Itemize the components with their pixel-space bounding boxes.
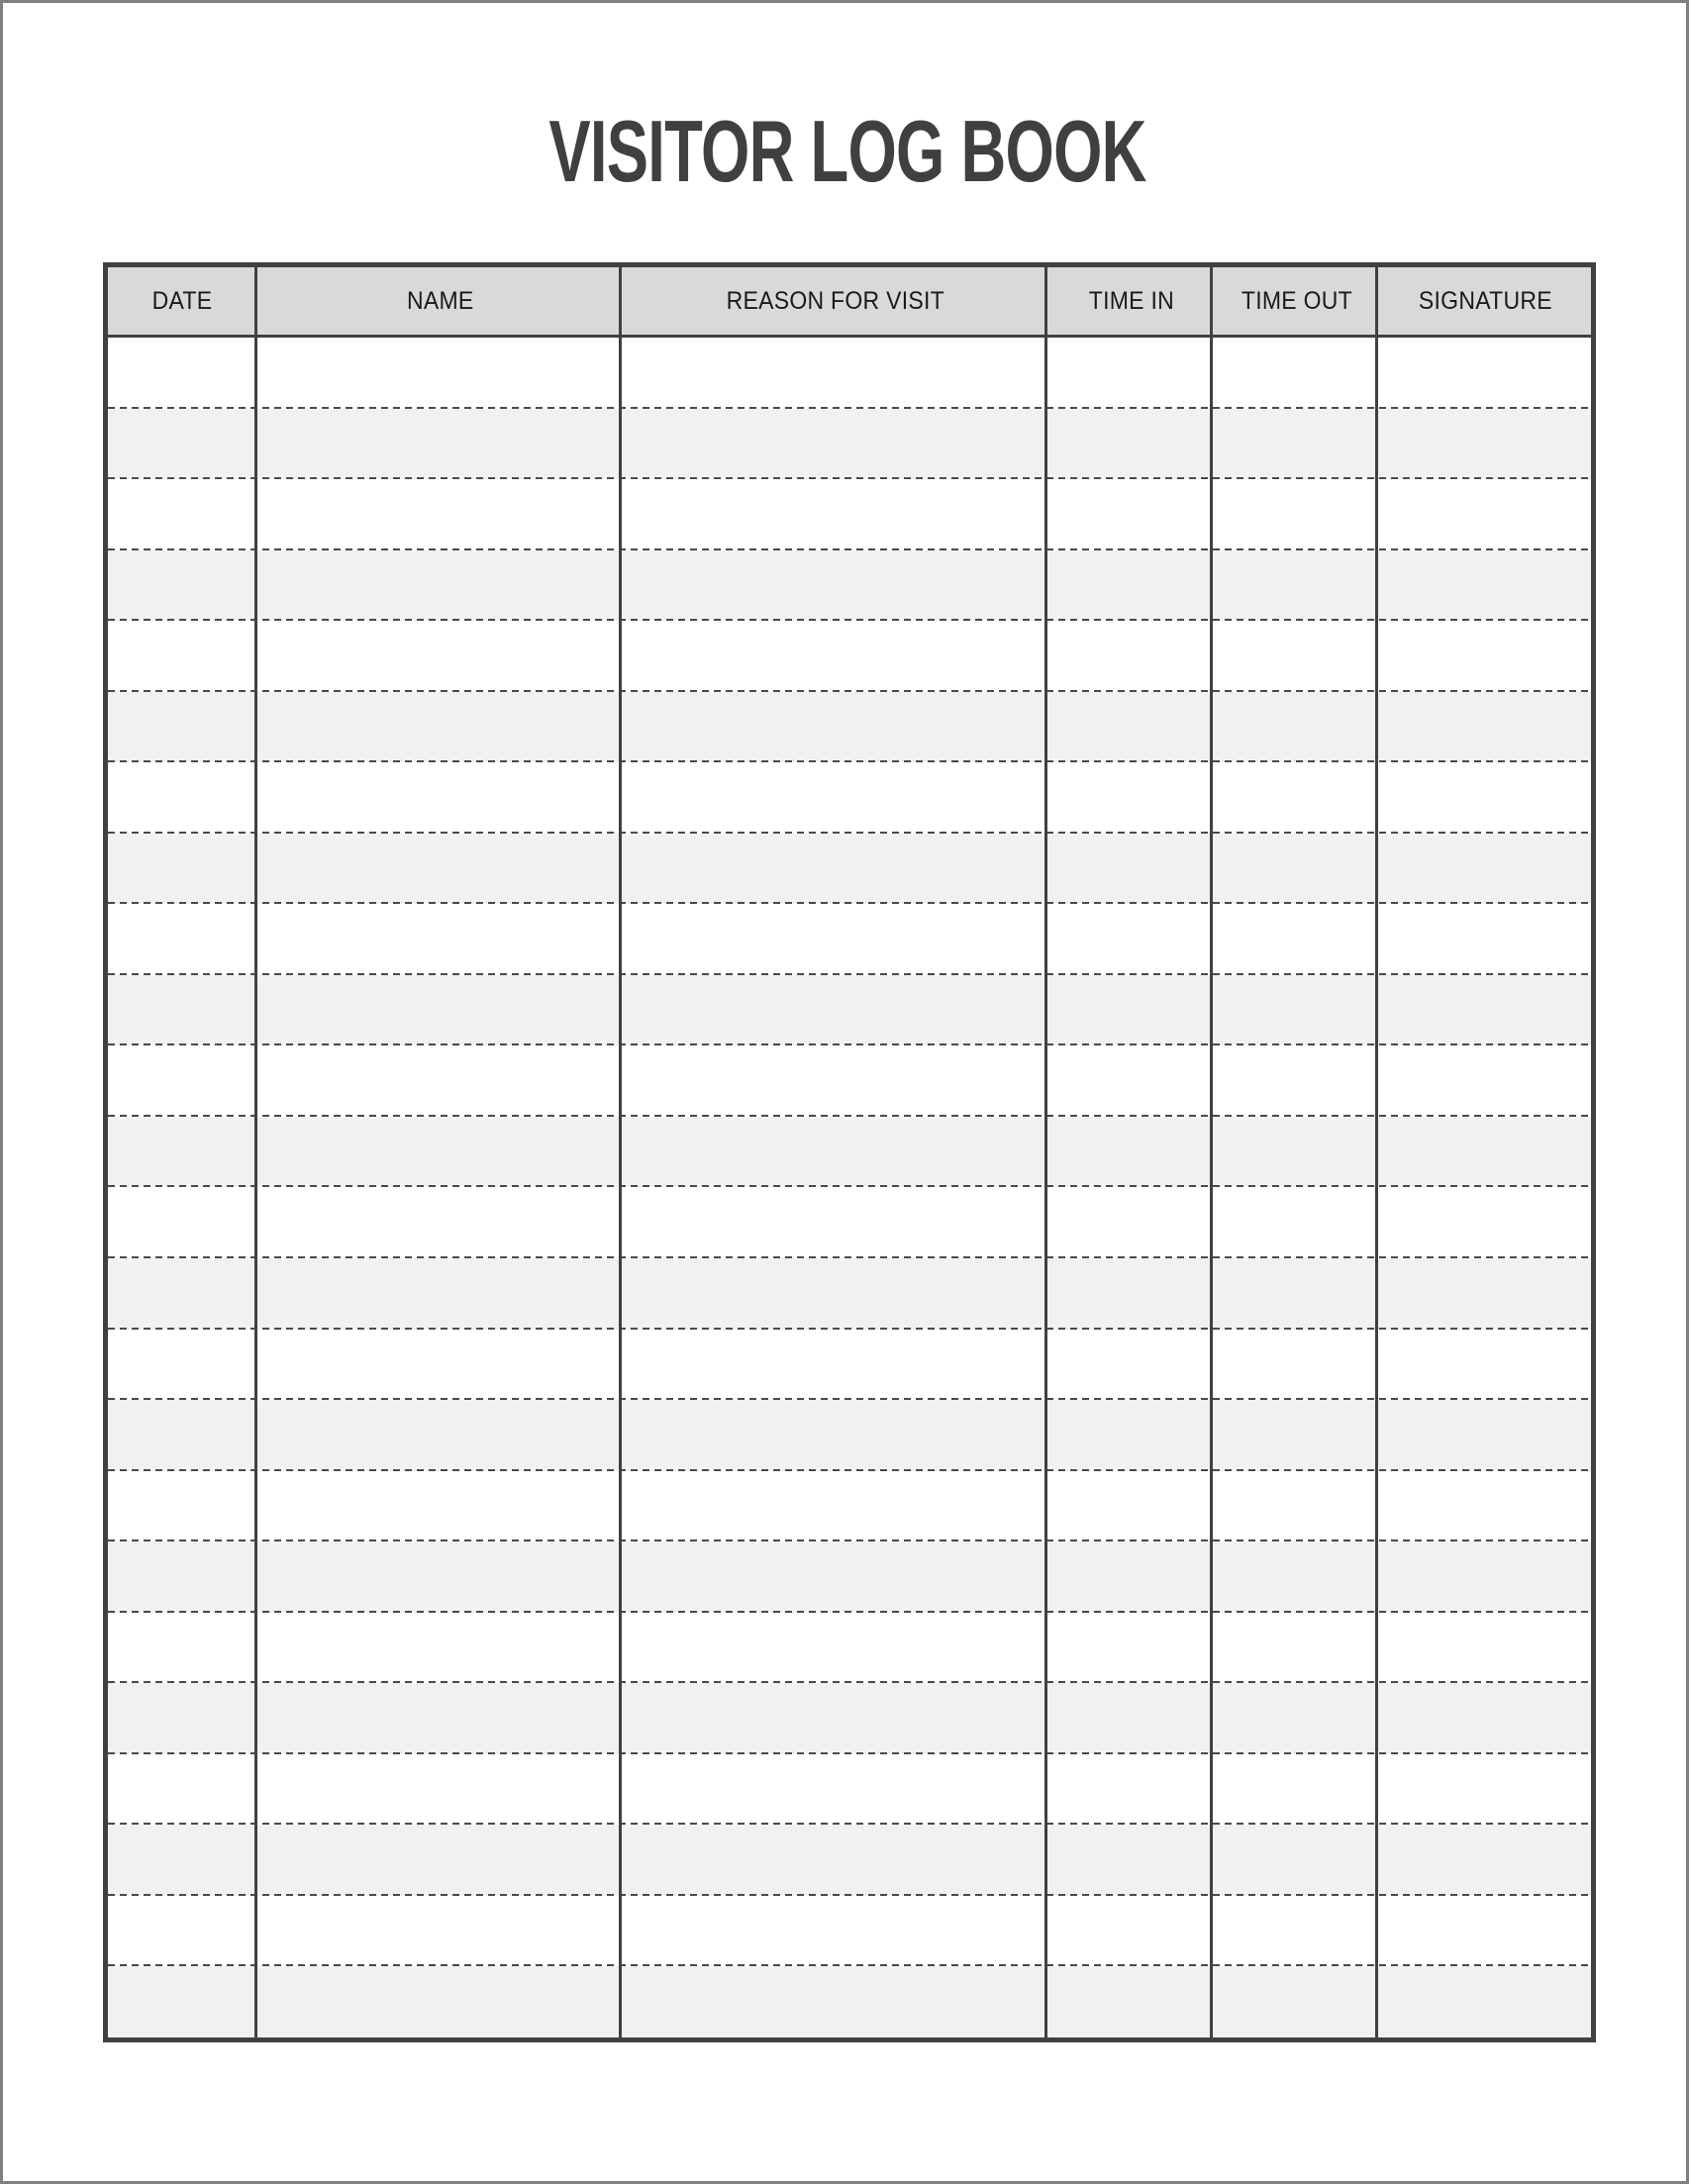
- column-header-name: [257, 267, 623, 335]
- table-row[interactable]: [108, 762, 1591, 834]
- table-row[interactable]: [108, 479, 1591, 550]
- column-header-label: REASON FOR VISIT: [726, 286, 945, 315]
- column-divider: [254, 267, 257, 2037]
- table-row[interactable]: [108, 1258, 1591, 1330]
- table-row[interactable]: [108, 1117, 1591, 1188]
- column-header-time-in: [1048, 267, 1214, 335]
- table-body: [108, 338, 1591, 2037]
- table-row[interactable]: [108, 1613, 1591, 1684]
- column-header-reason: [623, 267, 1048, 335]
- column-divider: [1375, 267, 1378, 2037]
- column-header-label: TIME OUT: [1241, 286, 1352, 315]
- table-row[interactable]: [108, 621, 1591, 692]
- table-row[interactable]: [108, 1754, 1591, 1826]
- column-header-signature: [1379, 267, 1591, 335]
- table-row[interactable]: [108, 1188, 1591, 1259]
- table-row[interactable]: [108, 1541, 1591, 1613]
- table-row[interactable]: [108, 1683, 1591, 1754]
- table-row[interactable]: [108, 1966, 1591, 2037]
- column-header-label: DATE: [152, 286, 213, 315]
- table-row[interactable]: [108, 904, 1591, 975]
- table-header-row: [108, 267, 1591, 338]
- column-header-date: [108, 267, 257, 335]
- column-divider: [1210, 267, 1213, 2037]
- page-title-text: VISITOR LOG BOOK: [548, 102, 1146, 200]
- table-row[interactable]: [108, 1400, 1591, 1471]
- page-title: [3, 102, 1689, 200]
- table-row[interactable]: [108, 338, 1591, 409]
- column-divider: [619, 267, 622, 2037]
- column-header-label: NAME: [406, 286, 474, 315]
- column-header-time-out: [1214, 267, 1379, 335]
- table-row[interactable]: [108, 1045, 1591, 1117]
- table-row[interactable]: [108, 1825, 1591, 1896]
- table-row[interactable]: [108, 1471, 1591, 1542]
- column-header-label: TIME IN: [1088, 286, 1174, 315]
- table-row[interactable]: [108, 834, 1591, 905]
- column-header-label: SIGNATURE: [1418, 286, 1552, 315]
- table-row[interactable]: [108, 550, 1591, 622]
- visitor-log-table: [103, 262, 1596, 2042]
- table-row[interactable]: [108, 1896, 1591, 1967]
- column-divider: [1044, 267, 1047, 2037]
- table-row[interactable]: [108, 692, 1591, 763]
- table-row[interactable]: [108, 1330, 1591, 1401]
- table-row[interactable]: [108, 975, 1591, 1046]
- table-row[interactable]: [108, 409, 1591, 480]
